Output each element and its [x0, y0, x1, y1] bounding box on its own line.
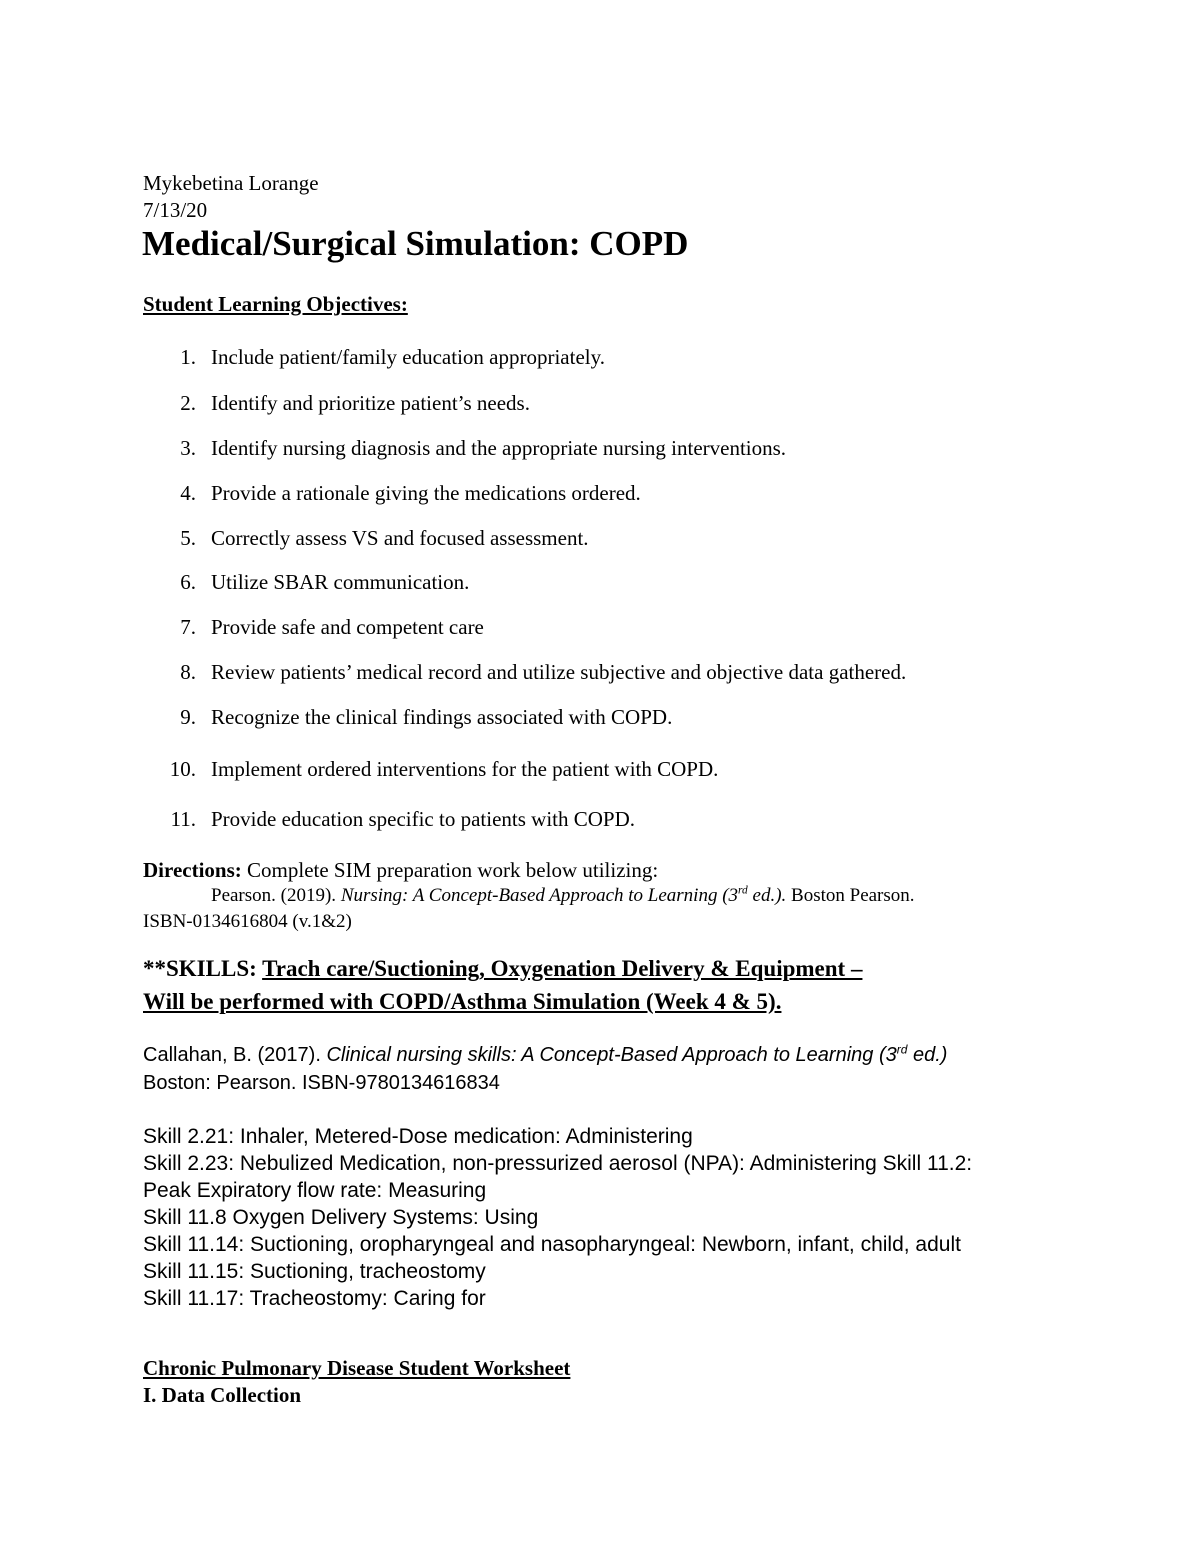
list-item-text: Correctly assess VS and focused assessment.: [211, 526, 589, 550]
reference-isbn: ISBN-0134616804 (v.1&2): [143, 911, 352, 932]
author-name: Mykebetina Lorange: [143, 171, 319, 195]
directions-text: Complete SIM preparation work below utilizing:: [241, 858, 659, 882]
list-item-text: Identify nursing diagnosis and the appropriate nursing interventions.: [211, 436, 787, 460]
list-item-number: 10.: [169, 757, 196, 781]
reference-title-end: ed.).: [747, 885, 787, 906]
list-item-number: 11.: [170, 807, 196, 831]
list-item-number: 9.: [180, 705, 196, 729]
list-item-text: Provide a rationale giving the medications ordered.: [211, 481, 641, 505]
list-item-number: 3.: [180, 436, 196, 460]
citation-publisher: Boston: Pearson. ISBN-9780134616834: [143, 1072, 500, 1094]
list-item-number: 4.: [180, 481, 196, 505]
skills-line-1: Trach care/Suctioning, Oxygenation Delivery & Equipment –: [262, 956, 863, 981]
list-item-text: Provide education specific to patients with COPD.: [211, 807, 636, 831]
list-item-number: 6.: [180, 570, 196, 594]
list-item-text: Review patients’ medical record and utilize subjective and objective data gathered.: [211, 660, 907, 684]
skills-line-2: Will be performed with COPD/Asthma Simulation (Week 4 & 5).: [143, 989, 782, 1014]
skill-item: Skill 11.15: Suctioning, tracheostomy: [143, 1260, 486, 1283]
list-item-text: Provide safe and competent care: [211, 615, 484, 639]
directions-label: Directions:: [143, 858, 242, 882]
list-item-text: Recognize the clinical findings associated with COPD.: [211, 705, 673, 729]
citation-author: Callahan, B. (2017).: [143, 1044, 327, 1066]
skill-item: Skill 2.23: Nebulized Medication, non-pressurized aerosol (NPA): Administering Skill 11.2:: [143, 1152, 973, 1175]
list-item-number: 5.: [180, 526, 196, 550]
citation-sup: rd: [896, 1042, 908, 1057]
reference-sup: rd: [738, 884, 748, 897]
list-item-number: 2.: [180, 391, 196, 415]
skill-item: Peak Expiratory flow rate: Measuring: [143, 1179, 487, 1202]
page-title: Medical/Surgical Simulation: COPD: [142, 224, 689, 263]
skill-item: Skill 11.14: Suctioning, oropharyngeal and nasopharyngeal: Newborn, infant, child, adult: [143, 1233, 961, 1256]
skill-item: Skill 2.21: Inhaler, Metered-Dose medication: Administering: [143, 1125, 693, 1148]
skills-prefix: **SKILLS:: [143, 956, 263, 981]
directions: [143, 858, 658, 883]
list-item-text: Identify and prioritize patient’s needs.: [211, 391, 530, 415]
reference-publisher: Boston Pearson.: [786, 885, 915, 906]
skills-heading: [143, 956, 862, 982]
objectives-heading: Student Learning Objectives:: [143, 292, 408, 316]
citation-title: Clinical nursing skills: A Concept-Based Approach to Learning (3: [326, 1044, 897, 1066]
list-item-number: 8.: [180, 660, 196, 684]
list-item-text: Implement ordered interventions for the patient with COPD.: [211, 757, 719, 781]
citation-title-end: ed.): [907, 1044, 948, 1066]
worksheet-title: Chronic Pulmonary Disease Student Worksheet: [143, 1356, 571, 1380]
section-heading: I. Data Collection: [143, 1383, 302, 1407]
list-item-number: 1.: [180, 345, 196, 369]
reference-author: Pearson. (2019).: [211, 885, 341, 906]
skill-item: Skill 11.17: Tracheostomy: Caring for: [143, 1287, 486, 1310]
reference-title: Nursing: A Concept-Based Approach to Learning (3: [340, 885, 739, 906]
list-item-number: 7.: [180, 615, 196, 639]
skill-item: Skill 11.8 Oxygen Delivery Systems: Using: [143, 1206, 539, 1229]
document-date: 7/13/20: [143, 198, 208, 222]
citation-callahan: [143, 1044, 947, 1067]
reference-pearson: [211, 885, 915, 907]
list-item-text: Include patient/family education appropriately.: [211, 345, 605, 369]
list-item-text: Utilize SBAR communication.: [211, 570, 470, 594]
